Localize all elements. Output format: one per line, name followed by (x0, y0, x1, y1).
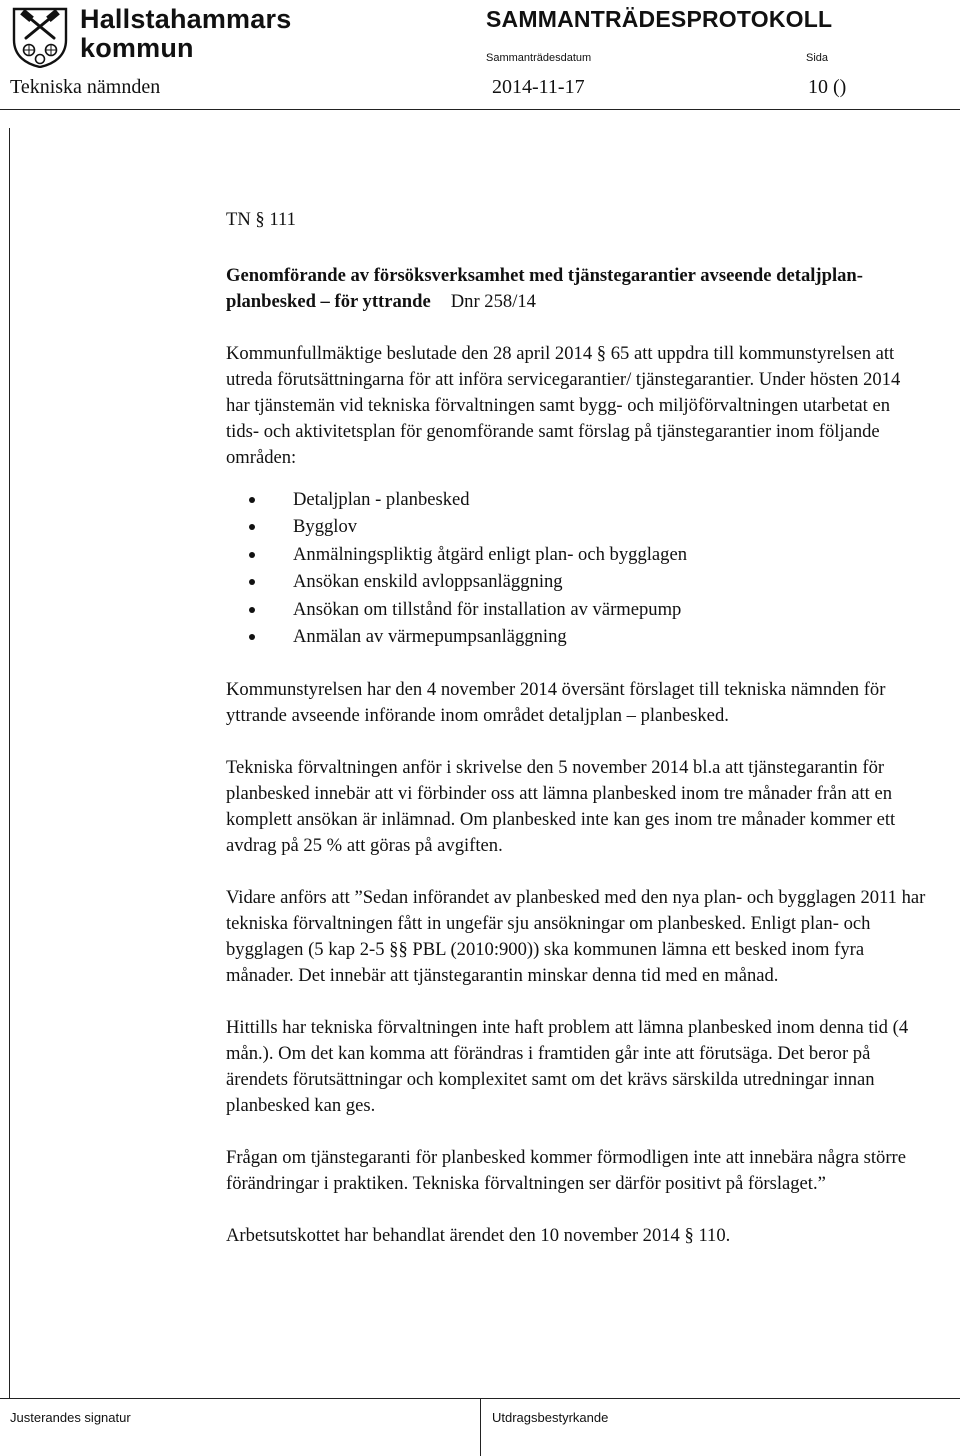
document-type: SAMMANTRÄDESPROTOKOLL (486, 6, 833, 32)
bullet-icon (249, 607, 255, 613)
municipality-logo (80, 5, 291, 63)
areas-list (226, 486, 926, 650)
list-item (226, 541, 926, 568)
body-paragraph: Vidare anförs att ”Sedan införandet av planbesked med den nya plan- och bygglagen 2011 har tekniska förvaltningen fått in ungefär sju ansökningar om planbesked. Enligt plan- och bygglagen (5 kap 2-5 §§ PBL (2010:900)) ska kommunen lämna ett besked inom fyra månader. Det innebär att tjänstegarantin minskar denna tid med en månad. (226, 887, 926, 987)
registration-number: Dnr 258/14 (450, 291, 536, 312)
list-item (226, 513, 926, 540)
list-item-text: Anmälningspliktig åtgärd enligt plan- och bygglagen (293, 543, 688, 565)
footer-column-divider (480, 1398, 481, 1456)
signature-label: Justerandes signatur (10, 1410, 131, 1425)
intro-paragraph: Kommunfullmäktige beslutade den 28 april 2014 § 65 att uppdra till kommunstyrelsen att utreda förutsättningarna för att införa servicegarantier/ tjänstegarantier. Under hösten 2014 har tjänstemän vid tekniska förvaltningen samt bygg- och miljöförvaltningen utarbetat en tids- och aktivitetsplan för genomförande samt förslag på tjänstegarantier inom följande områden: (226, 343, 901, 468)
item-title (226, 263, 926, 315)
page-label: Sida (806, 52, 829, 64)
list-item-text: Ansökan enskild avloppsanläggning (293, 571, 563, 593)
list-item (226, 596, 926, 623)
list-item-text: Ansökan om tillstånd för installation av värmepump (293, 598, 682, 620)
bullet-icon (249, 634, 255, 640)
bullet-icon (249, 497, 255, 503)
case-number: TN § 111 (226, 209, 296, 230)
extract-verification-label: Utdragsbestyrkande (492, 1410, 609, 1425)
committee-name: Tekniska nämnden (10, 76, 161, 98)
list-item (226, 568, 926, 595)
list-item (226, 486, 926, 513)
page-number: 10 () (808, 76, 847, 98)
protocol-body (226, 207, 926, 1249)
bullet-icon (249, 524, 255, 530)
list-item (226, 623, 926, 650)
municipal-crest-icon (10, 6, 70, 68)
margin-divider (9, 128, 10, 1398)
list-item-text: Bygglov (293, 516, 358, 538)
page-header (0, 0, 960, 110)
list-item-text: Anmälan av värmepumpsanläggning (293, 625, 567, 647)
meeting-date-label: Sammanträdesdatum (486, 52, 592, 64)
logo-line-2: kommun (80, 33, 194, 63)
bullet-icon (249, 579, 255, 585)
body-paragraph: Frågan om tjänstegaranti för planbesked kommer förmodligen inte att innebära några större förändringar i praktiken. Tekniska förvaltningen ser därför positivt på förslaget.” (226, 1147, 906, 1195)
body-paragraph: Tekniska förvaltningen anför i skrivelse den 5 november 2014 bl.a att tjänstegarantin för planbesked innebär att vi förbinder oss att lämna planbesked inom tre månader från att en komplett ansökan är inlämnad. Om planbesked inte kan ges inom tre månader kommer ett avdrag på 25 % att göras på avgiften. (226, 757, 896, 857)
body-paragraph: Kommunstyrelsen har den 4 november 2014 översänt förslaget till tekniska nämnden för yttrande avseende införande inom området detaljplan – planbesked. (226, 679, 886, 727)
logo-line-1: Hallstahammars (80, 4, 292, 34)
meeting-date: 2014-11-17 (492, 76, 585, 98)
body-paragraph: Arbetsutskottet har behandlat ärendet den 10 november 2014 § 110. (226, 1225, 731, 1247)
header-divider (0, 109, 960, 110)
body-paragraph: Hittills har tekniska förvaltningen inte haft problem att lämna planbesked inom denna tid (4 mån.). Om det kan komma att förändras i framtiden går inte att förutsäga. Det beror på ärendets förutsättningar och komplexitet samt om det krävs särskilda utredningar innan planbesked kan ges. (226, 1017, 909, 1117)
list-item-text: Detaljplan - planbesked (293, 489, 470, 510)
bullet-icon (249, 552, 255, 558)
item-title-text: Genomförande av försöksverksamhet med tjänstegarantier avseende detaljplan-planbesked – för yttrande (226, 265, 863, 312)
